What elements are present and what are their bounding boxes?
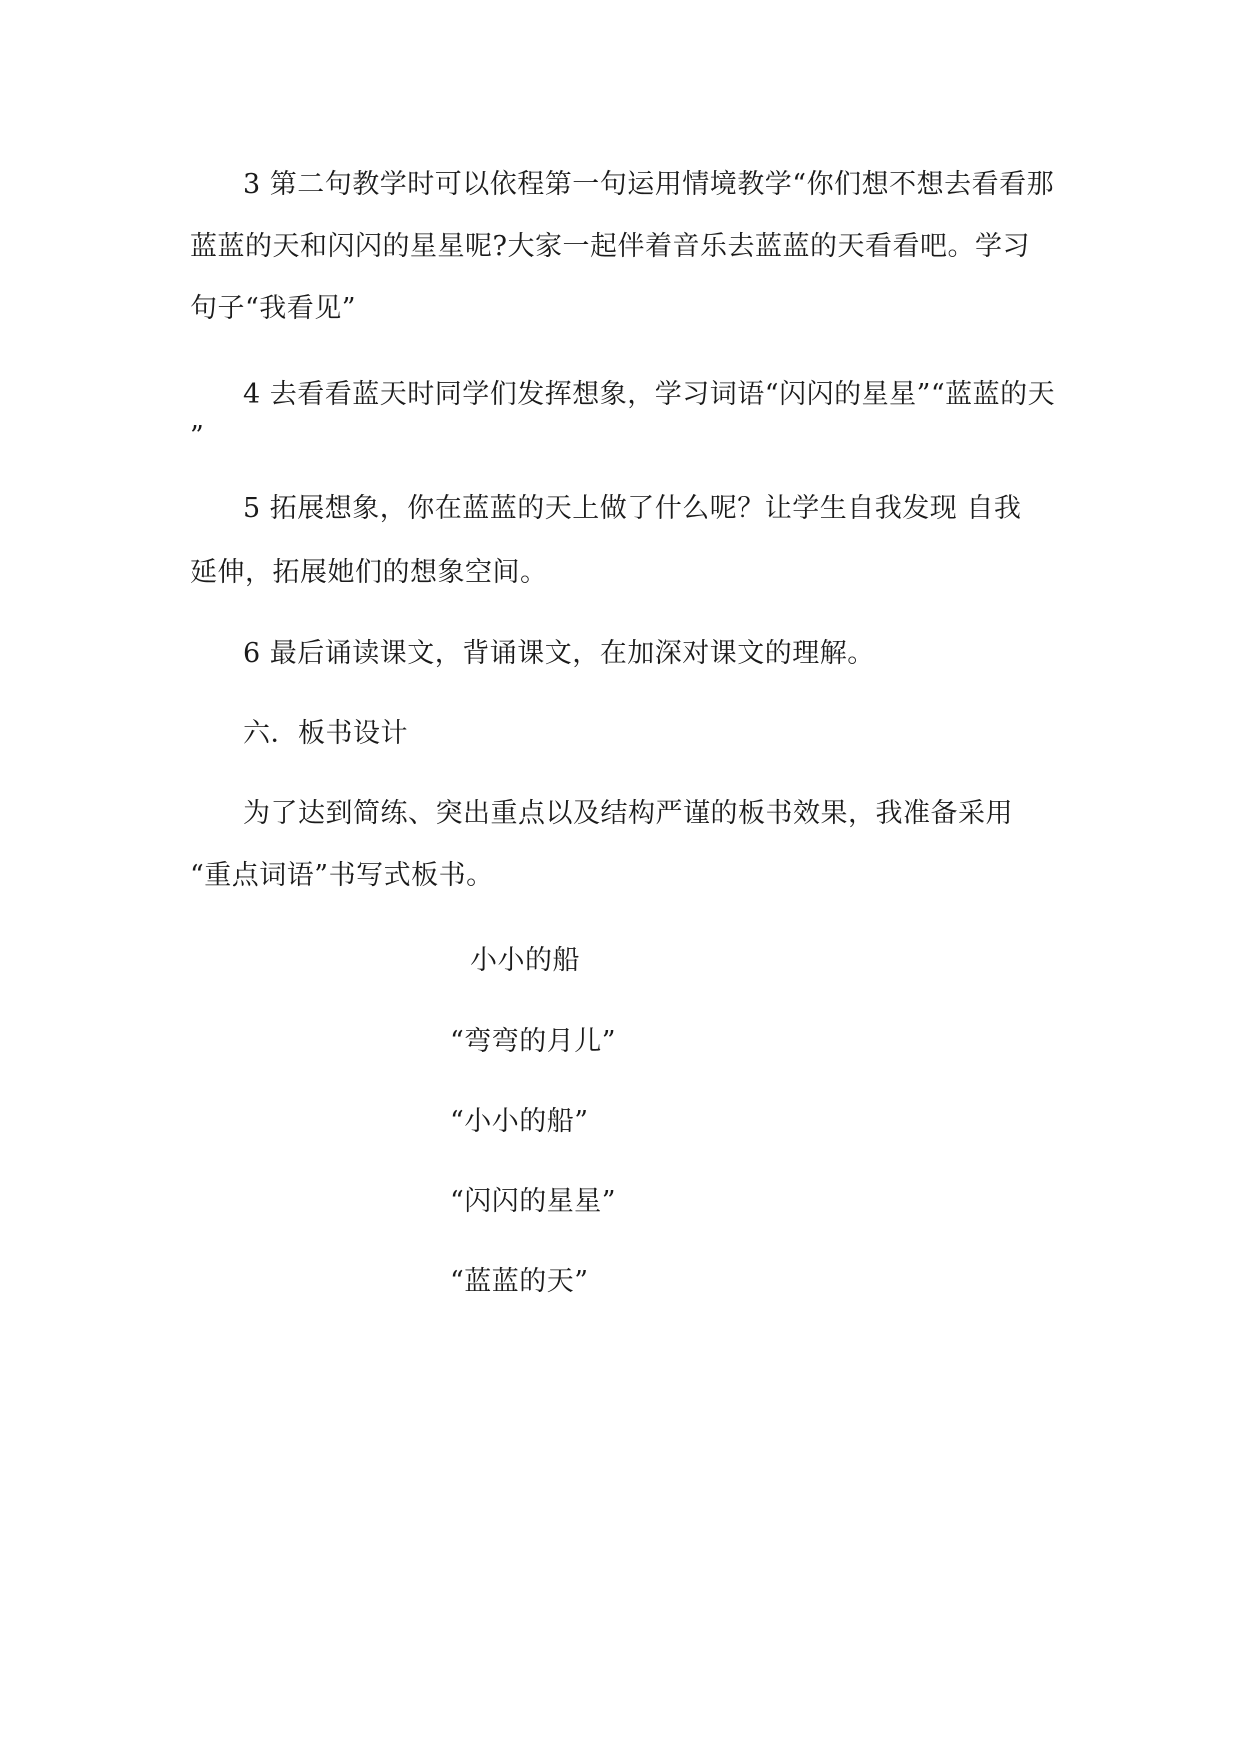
board-item: “蓝蓝的天” [450,1266,589,1297]
paragraph-3-line-3: 句子“我看见” [190,293,357,324]
board-item: “小小的船” [450,1106,589,1137]
board-item: “弯弯的月儿” [450,1026,617,1057]
paragraph-4-line-2: ” [190,421,205,452]
board-item: “闪闪的星星” [450,1186,617,1217]
paragraph-3-line-1: 3 第二句教学时可以依程第一句运用情境教学“你们想不想去看看那 [243,169,1055,200]
paragraph-3-line-2: 蓝蓝的天和闪闪的星星呢?大家一起伴着音乐去蓝蓝的天看看吧。学习 [190,231,1030,262]
paragraph-7-line-2: “重点词语”书写式板书。 [190,860,494,891]
section-heading: 六．板书设计 [243,718,408,749]
paragraph-6-line-1: 6 最后诵读课文，背诵课文，在加深对课文的理解。 [243,638,875,669]
paragraph-7-line-1: 为了达到简练、突出重点以及结构严谨的板书效果，我准备采用 [243,798,1013,829]
paragraph-5-line-2: 延伸，拓展她们的想象空间。 [190,557,548,588]
paragraph-4-line-1: 4 去看看蓝天时同学们发挥想象，学习词语“闪闪的星星”“蓝蓝的天 [243,379,1056,410]
board-title: 小小的船 [470,945,580,976]
paragraph-5-line-1: 5 拓展想象，你在蓝蓝的天上做了什么呢？让学生自我发现 自我 [243,493,1022,524]
